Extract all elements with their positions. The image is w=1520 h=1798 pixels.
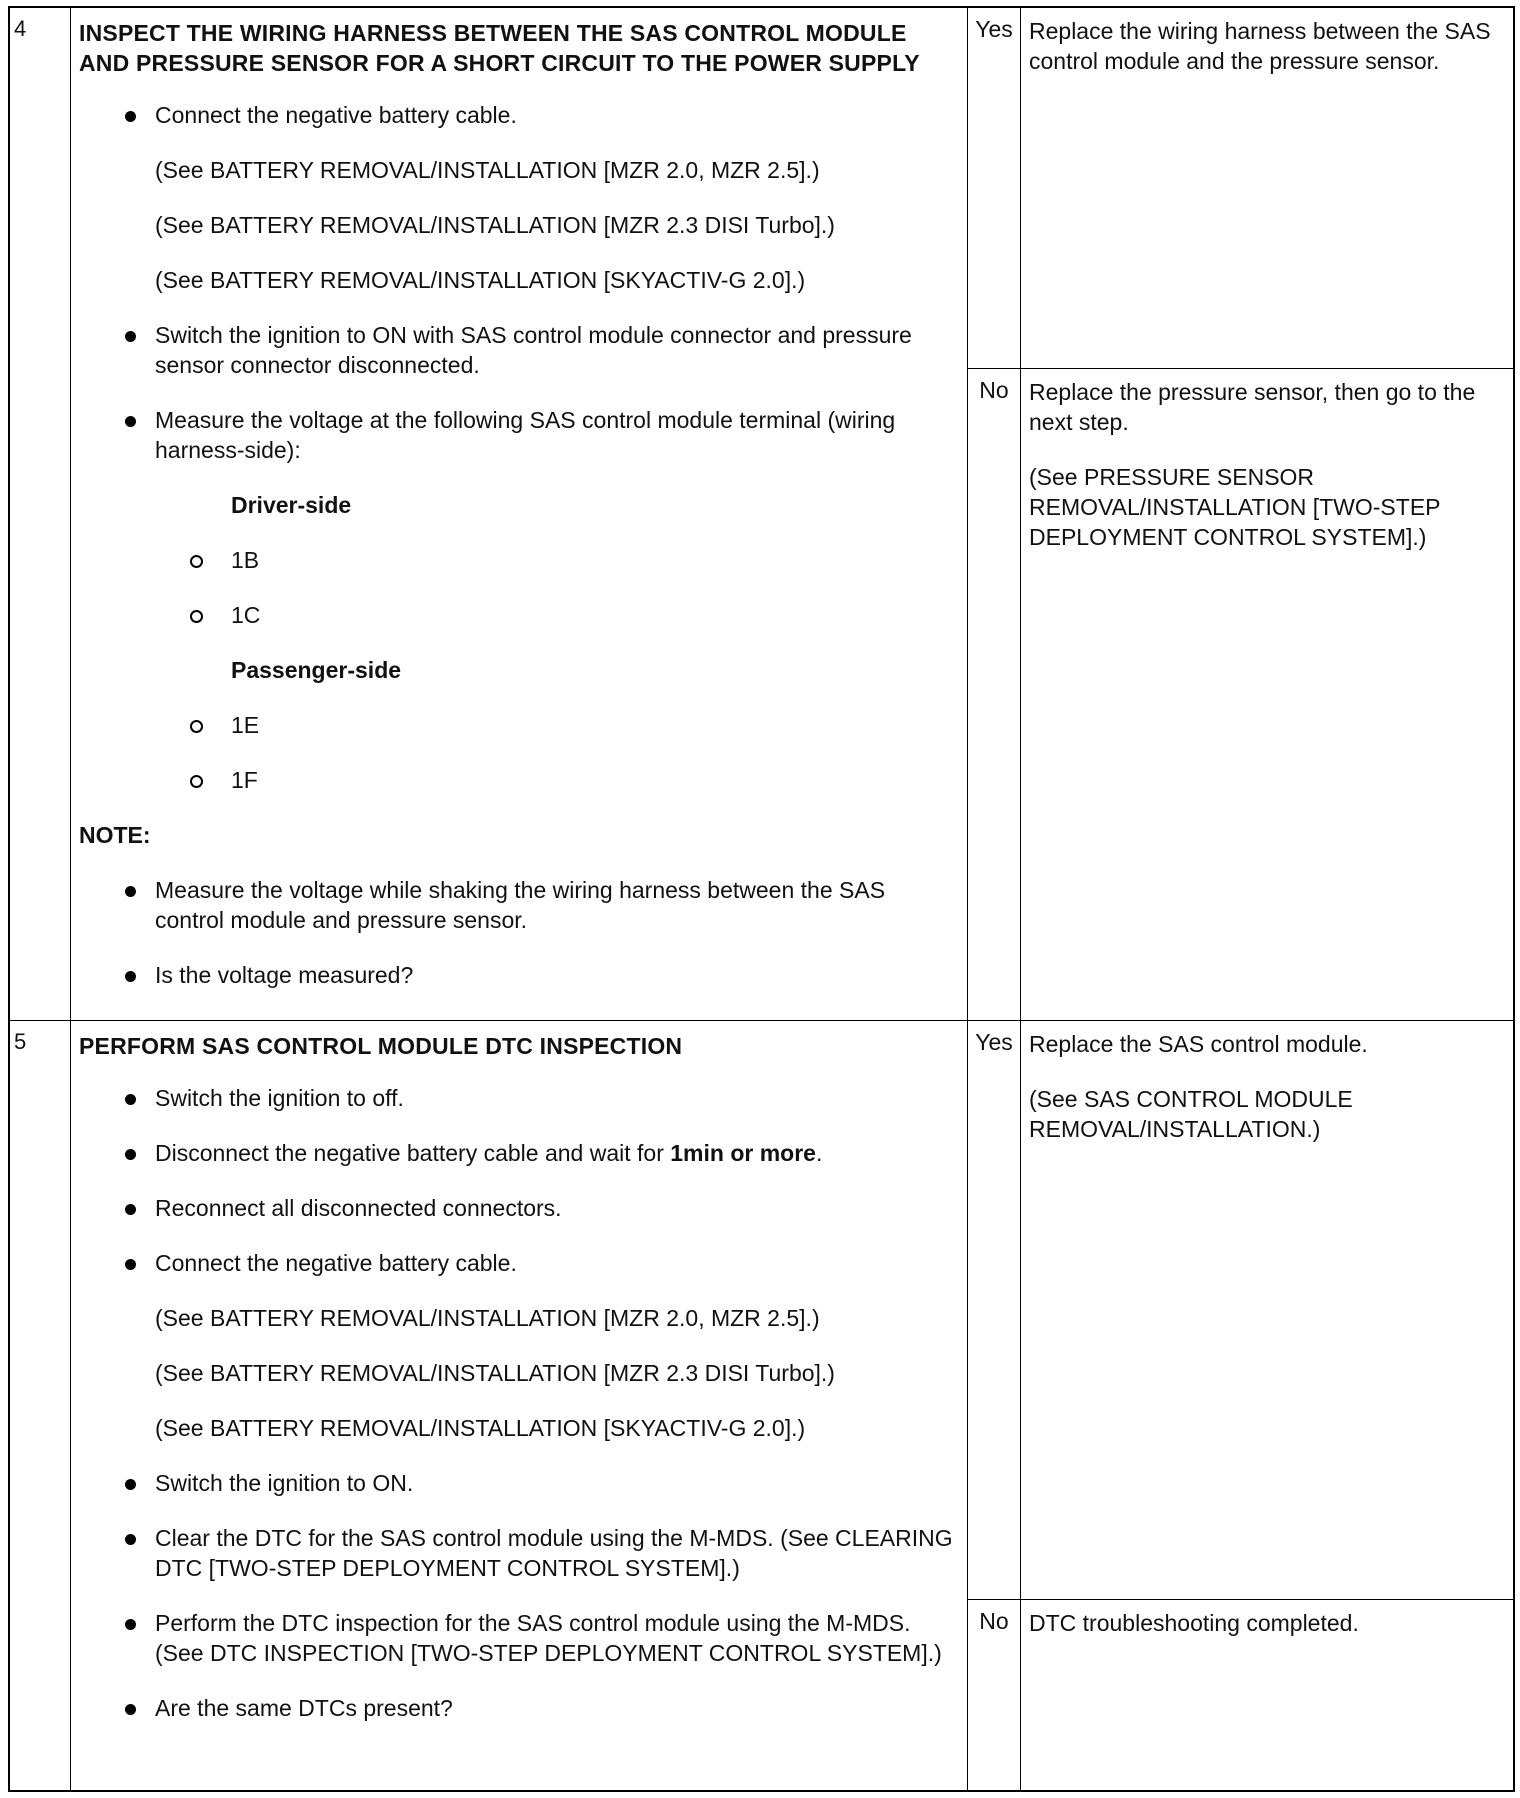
- list-item: Connect the negative battery cable.: [79, 1248, 959, 1278]
- bullet-icon: [125, 1204, 136, 1215]
- list-item: Disconnect the negative battery cable and wait for 1min or more.: [79, 1138, 959, 1168]
- yes-action: Replace the wiring harness between the SAS control module and the pressure sensor.: [1021, 7, 1515, 368]
- step-4-instructions: [71, 7, 968, 1020]
- list-item: Switch the ignition to ON.: [79, 1468, 959, 1498]
- yes-action: Replace the SAS control module. (See SAS CONTROL MODULE REMOVAL/INSTALLATION.): [1021, 1020, 1515, 1599]
- bullet-icon: [125, 1094, 136, 1105]
- reference-link[interactable]: (See BATTERY REMOVAL/INSTALLATION [MZR 2.0, MZR 2.5].): [155, 157, 820, 183]
- step-5-instructions: [71, 1020, 968, 1791]
- terminal-group-label: Driver-side: [231, 492, 352, 518]
- bullet-icon: [125, 1619, 136, 1630]
- terminal-group-label: Passenger-side: [231, 657, 402, 683]
- step-5-yes-row: [9, 1020, 1514, 1599]
- reference-link[interactable]: (See BATTERY REMOVAL/INSTALLATION [MZR 2.3 DISI Turbo].): [155, 1359, 835, 1386]
- answer-yes: Yes: [968, 1020, 1021, 1599]
- terminal-item: 1F: [79, 765, 959, 795]
- circle-bullet-icon: [190, 720, 203, 733]
- bullet-icon: [125, 331, 136, 342]
- note-label: NOTE:: [79, 822, 151, 848]
- list-item: Reconnect all disconnected connectors.: [79, 1193, 959, 1223]
- list-item: Switch the ignition to off.: [79, 1083, 959, 1113]
- answer-yes: Yes: [968, 7, 1021, 368]
- bullet-icon: [125, 111, 136, 122]
- reference-link[interactable]: (See PRESSURE SENSOR REMOVAL/INSTALLATION [TWO-STEP DEPLOYMENT CONTROL SYSTEM].): [1029, 463, 1441, 550]
- step-number: 5: [9, 1020, 71, 1791]
- reference-link[interactable]: (See BATTERY REMOVAL/INSTALLATION [SKYACTIV-G 2.0].): [155, 267, 806, 293]
- step-4-yes-row: [9, 7, 1514, 368]
- reference-link[interactable]: (See SAS CONTROL MODULE REMOVAL/INSTALLATION.): [1029, 1085, 1353, 1142]
- terminal-item: 1B: [79, 545, 959, 575]
- step-title: INSPECT THE WIRING HARNESS BETWEEN THE SAS CONTROL MODULE AND PRESSURE SENSOR FOR A SHORT CIRCUIT TO THE POWER SUPPLY: [79, 20, 920, 76]
- bullet-icon: [125, 1704, 136, 1715]
- answer-no: No: [968, 368, 1021, 1020]
- list-item: Is the voltage measured?: [79, 960, 959, 990]
- troubleshooting-table: [8, 6, 1515, 1792]
- terminal-item: 1C: [79, 600, 959, 630]
- list-item: Perform the DTC inspection for the SAS control module using the M-MDS. (See DTC INSPECTION [TWO-STEP DEPLOYMENT CONTROL SYSTEM].): [79, 1608, 959, 1668]
- bullet-icon: [125, 1534, 136, 1545]
- bullet-icon: [125, 1149, 136, 1160]
- bullet-icon: [125, 886, 136, 897]
- answer-no: No: [968, 1599, 1021, 1791]
- reference-link[interactable]: (See BATTERY REMOVAL/INSTALLATION [SKYACTIV-G 2.0].): [155, 1414, 806, 1441]
- circle-bullet-icon: [190, 555, 203, 568]
- list-item: Are the same DTCs present?: [79, 1693, 959, 1723]
- reference-link[interactable]: (See BATTERY REMOVAL/INSTALLATION [MZR 2.0, MZR 2.5].): [155, 1304, 820, 1331]
- list-item: Connect the negative battery cable.: [79, 100, 959, 130]
- no-action: DTC troubleshooting completed.: [1021, 1599, 1515, 1791]
- bullet-icon: [125, 971, 136, 982]
- circle-bullet-icon: [190, 775, 203, 788]
- bullet-icon: [125, 1479, 136, 1490]
- list-item: Switch the ignition to ON with SAS control module connector and pressure sensor connector disconnected.: [79, 320, 959, 380]
- bullet-icon: [125, 1259, 136, 1270]
- reference-link[interactable]: (See BATTERY REMOVAL/INSTALLATION [MZR 2.3 DISI Turbo].): [155, 212, 835, 238]
- step-title: PERFORM SAS CONTROL MODULE DTC INSPECTION: [79, 1032, 683, 1059]
- terminal-item: 1E: [79, 710, 959, 740]
- no-action: Replace the pressure sensor, then go to the next step. (See PRESSURE SENSOR REMOVAL/INSTALLATION [TWO-STEP DEPLOYMENT CONTROL SYSTEM].): [1021, 368, 1515, 1020]
- list-item: Measure the voltage while shaking the wiring harness between the SAS control module and pressure sensor.: [79, 875, 959, 935]
- list-item: Measure the voltage at the following SAS control module terminal (wiring harness-side):: [79, 405, 959, 465]
- step-number: 4: [9, 7, 71, 1020]
- list-item: Clear the DTC for the SAS control module using the M-MDS. (See CLEARING DTC [TWO-STEP DEPLOYMENT CONTROL SYSTEM].): [79, 1523, 959, 1583]
- circle-bullet-icon: [190, 610, 203, 623]
- bullet-icon: [125, 416, 136, 427]
